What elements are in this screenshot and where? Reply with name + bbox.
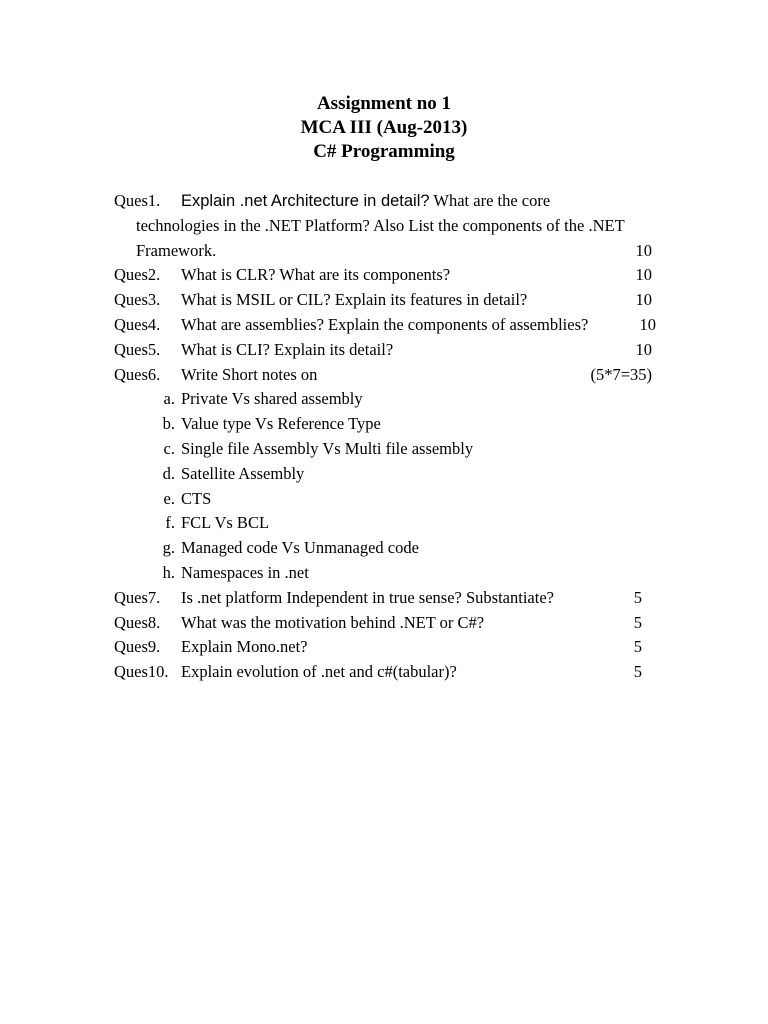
question-marks: 10: [635, 339, 652, 359]
sub-item-text: Private Vs shared assembly: [181, 389, 363, 409]
question-marks: 10: [635, 290, 652, 310]
sub-item-letter: a.: [163, 389, 175, 409]
question-text: [181, 189, 550, 214]
sub-item-text: Managed code Vs Unmanaged code: [181, 538, 419, 558]
sub-item-text: CTS: [181, 488, 212, 508]
question-row: [114, 660, 674, 685]
question-row: [114, 635, 674, 660]
sub-item-text: Value type Vs Reference Type: [181, 414, 381, 434]
assignment-title: Assignment no 1: [316, 93, 452, 114]
question-text: What was the motivation behind .NET or C#?: [181, 612, 485, 632]
document-title-block: [0, 92, 768, 164]
sub-item: [114, 511, 674, 536]
question-text: What is CLI? Explain its detail?: [181, 339, 394, 359]
question-1-continuation-end: Framework.: [136, 240, 217, 260]
question-marks: (5*7=35): [590, 364, 652, 384]
course-subtitle: MCA III (Aug-2013): [300, 117, 468, 138]
question-marks: 10: [639, 314, 656, 334]
question-row: [114, 586, 674, 611]
question-row: [114, 288, 674, 313]
question-marks: 10: [635, 265, 652, 285]
sub-item-letter: e.: [163, 488, 175, 508]
question-text: Explain Mono.net?: [181, 637, 308, 657]
question-text: Is .net platform Independent in true sense? Substantiate?: [181, 587, 554, 607]
question-number: Ques5.: [114, 339, 161, 359]
question-number: Ques3.: [114, 290, 161, 310]
sub-item-text: Namespaces in .net: [181, 562, 309, 582]
question-number: Ques9.: [114, 637, 161, 657]
sub-item: [114, 462, 674, 487]
sub-item-letter: c.: [163, 438, 175, 458]
question-row: [114, 263, 674, 288]
question-marks: 10: [635, 240, 652, 260]
question-marks: 5: [633, 662, 642, 682]
sub-item: [114, 487, 674, 512]
question-text: What is MSIL or CIL? Explain its features in detail?: [181, 290, 528, 310]
question-list: [114, 189, 674, 685]
question-number: Ques4.: [114, 314, 161, 334]
sub-item: [114, 561, 674, 586]
sub-item: [114, 536, 674, 561]
question-marks: 5: [633, 637, 642, 657]
question-number: Ques2.: [114, 265, 161, 285]
question-number: Ques8.: [114, 612, 161, 632]
question-1-line-1: [114, 189, 674, 214]
question-number: Ques6.: [114, 364, 161, 384]
question-number: Ques10.: [114, 662, 169, 682]
question-1-line-2: [114, 214, 674, 239]
question-1-rest: What are the core: [433, 191, 551, 210]
sub-item: [114, 437, 674, 462]
sub-item-text: Single file Assembly Vs Multi file assembly: [181, 438, 474, 458]
question-row: [114, 313, 674, 338]
sub-item-letter: f.: [165, 513, 175, 533]
sub-item: [114, 412, 674, 437]
subject-title: C# Programming: [313, 141, 455, 162]
question-row: [114, 611, 674, 636]
question-1-continuation: technologies in the .NET Platform? Also List the components of the .NET: [136, 215, 625, 235]
sub-item-text: FCL Vs BCL: [181, 513, 270, 533]
question-text: What are assemblies? Explain the components of assemblies?: [181, 314, 589, 334]
sub-item: [114, 387, 674, 412]
question-text: What is CLR? What are its components?: [181, 265, 451, 285]
question-1-line-3: [114, 239, 674, 264]
question-number: Ques7.: [114, 587, 161, 607]
sub-item-letter: d.: [162, 463, 175, 483]
question-marks: 5: [633, 612, 642, 632]
question-row: [114, 338, 674, 363]
sub-item-letter: h.: [162, 562, 175, 582]
question-1-lead: Explain .net Architecture in detail?: [181, 192, 430, 210]
question-marks: 5: [633, 587, 642, 607]
sub-item-letter: g.: [162, 538, 175, 558]
sub-item-text: Satellite Assembly: [181, 463, 305, 483]
question-row: [114, 363, 674, 388]
question-number: Ques1.: [114, 191, 161, 210]
sub-item-letter: b.: [162, 414, 175, 434]
question-text: Write Short notes on: [181, 364, 318, 384]
question-text: Explain evolution of .net and c#(tabular)?: [181, 662, 457, 682]
